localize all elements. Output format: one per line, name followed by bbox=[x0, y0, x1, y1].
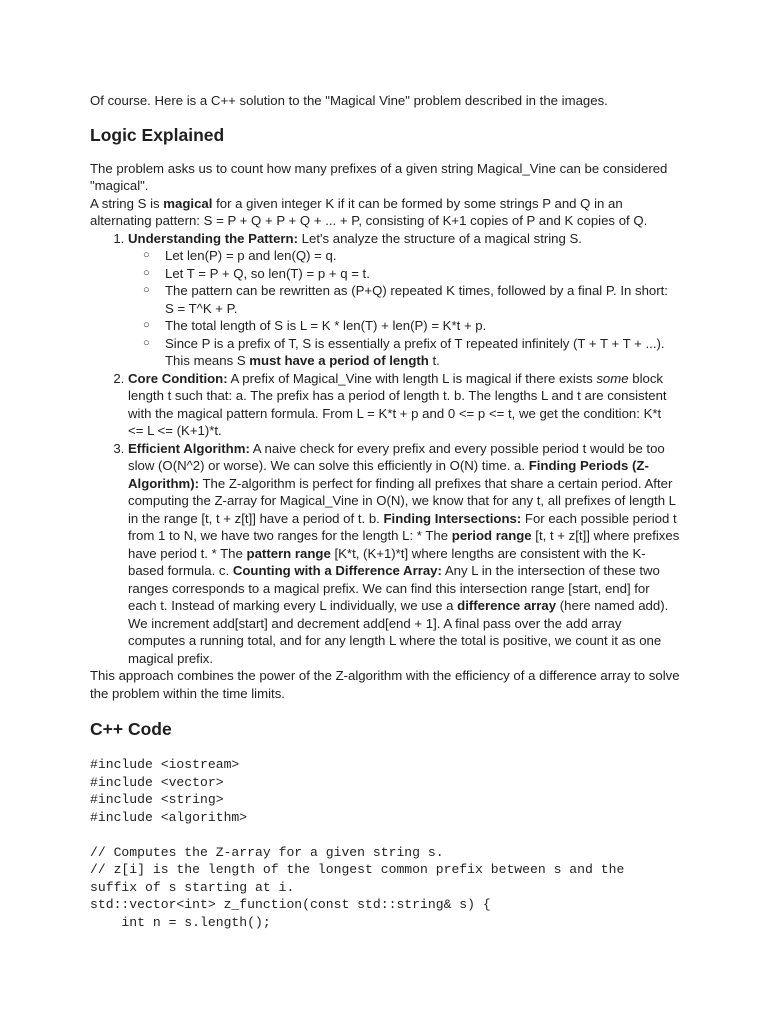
step-title: Core Condition: bbox=[128, 370, 228, 386]
code-block bbox=[90, 756, 680, 931]
code-line: // Computes the Z-array for a given string s. bbox=[90, 844, 444, 860]
intro-text: Of course. Here is a C++ solution to the "Magical Vine" problem described in the images. bbox=[90, 93, 608, 108]
sub-item bbox=[165, 335, 680, 370]
sub-item: ○ Let T = P + Q, so len(T) = p + q = t. bbox=[165, 265, 680, 283]
magical-term: magical bbox=[163, 195, 213, 211]
document-page bbox=[90, 92, 680, 931]
code-line: #include <algorithm> bbox=[90, 809, 248, 825]
finding-intersections-label: Finding Intersections: bbox=[383, 510, 522, 526]
period-range-label: period range bbox=[451, 528, 532, 543]
step-text: [t, t + z[t]] where prefixes have period t. * The bbox=[128, 528, 680, 561]
difference-array-heading: Counting with a Difference Array: bbox=[232, 563, 442, 578]
steps-list bbox=[90, 230, 680, 668]
definition-text-rest: for a given integer K if it can be formed by some strings P and Q in an alternating pattern: S = P + Q + P + Q + ... + P, consisting of K+1 copies of P and K copies of Q. bbox=[90, 195, 648, 228]
definition-text: A string S is bbox=[90, 195, 164, 211]
code-line: #include <vector> bbox=[90, 774, 224, 790]
step-text: A prefix of Magical_Vine with length L is magical if there exists bbox=[227, 370, 597, 386]
sub-item: ○ The total length of S is L = K * len(T) + len(P) = K*t + p. bbox=[165, 317, 680, 335]
sub-item-text: Since P is a prefix of T, S is essentially a prefix of T repeated infinitely (T + T + T + ...). This means S bbox=[165, 335, 665, 368]
period-emphasis: must have a period of length bbox=[249, 353, 429, 368]
step-text: For each possible period t from 1 to N, we have two ranges for the length L: * The bbox=[128, 510, 677, 543]
step-title: Understanding the Pattern: bbox=[128, 230, 298, 246]
code-line: suffix of s starting at i. bbox=[90, 879, 295, 895]
code-line: #include <iostream> bbox=[90, 757, 240, 772]
sub-item: ○ Let len(P) = p and len(Q) = q. bbox=[165, 247, 680, 265]
code-line-blank bbox=[90, 826, 680, 844]
step-efficient-algorithm bbox=[128, 440, 680, 668]
logic-heading: Logic Explained bbox=[90, 124, 225, 145]
step-text: Any L in the intersection of these two ranges corresponds to a magical prefix. We can find this intersection range [start, end] for each t. Instead of marking every L individually, we use a bbox=[128, 563, 660, 613]
code-line: #include <string> bbox=[90, 792, 224, 807]
step-title: Efficient Algorithm: bbox=[128, 440, 250, 456]
step-text: Let's analyze the structure of a magical string S. bbox=[297, 230, 582, 246]
step-text: (here named add). We increment add[start] and decrement add[end + 1]. A final pass over the add array computes a running total, and for any length L where the total is positive, we count it as one magical prefix. bbox=[128, 598, 669, 666]
step-text-rest: block length t such that: a. The prefix has a period of length t. b. The lengths L and t are consistent with the magical pattern formula. From L = K*t + p and 0 <= p <= t, we get the condition: K*t <= L <= (K+1)*t. bbox=[128, 370, 667, 438]
definition-paragraph bbox=[90, 195, 680, 230]
difference-array-term: difference array bbox=[457, 598, 557, 613]
some-emphasis: some bbox=[596, 370, 629, 386]
step-text: A naive check for every prefix and every possible period t would be too slow (O(N^2) or worse). We can solve this efficiently in O(N) time. a. bbox=[128, 440, 665, 473]
code-line: // z[i] is the length of the longest common prefix between s and the bbox=[90, 862, 625, 877]
step-text: The Z-algorithm is perfect for finding all prefixes that share a certain period. After computing the Z-array for Magical_Vine in O(N), we know that for any t, all prefixes of length L in the range [t, t + z[t]] have a period of t. b. bbox=[128, 475, 676, 526]
closing-paragraph: This approach combines the power of the Z-algorithm with the efficiency of a difference array to solve the problem within the time limits. bbox=[90, 668, 680, 701]
step-text: [K*t, (K+1)*t] where lengths are consistent with the K-based formula. c. bbox=[128, 545, 646, 578]
step-core-condition bbox=[128, 370, 680, 440]
pattern-subitems bbox=[128, 247, 680, 370]
sub-item-text-end: t. bbox=[428, 353, 440, 368]
sub-item: ○ The pattern can be rewritten as (P+Q) repeated K times, followed by a final P. In short: S = T^K + P. bbox=[165, 282, 680, 317]
step-understanding-pattern bbox=[128, 230, 680, 370]
finding-periods-label: Finding Periods (Z-Algorithm): bbox=[128, 458, 649, 491]
pattern-range-label: pattern range bbox=[246, 545, 331, 561]
code-heading: C++ Code bbox=[90, 719, 172, 739]
code-line: int n = s.length(); bbox=[90, 914, 271, 930]
code-line: std::vector<int> z_function(const std::string& s) { bbox=[90, 897, 491, 912]
problem-paragraph: The problem asks us to count how many prefixes of a given string Magical_Vine can be considered "magical". bbox=[90, 160, 668, 193]
